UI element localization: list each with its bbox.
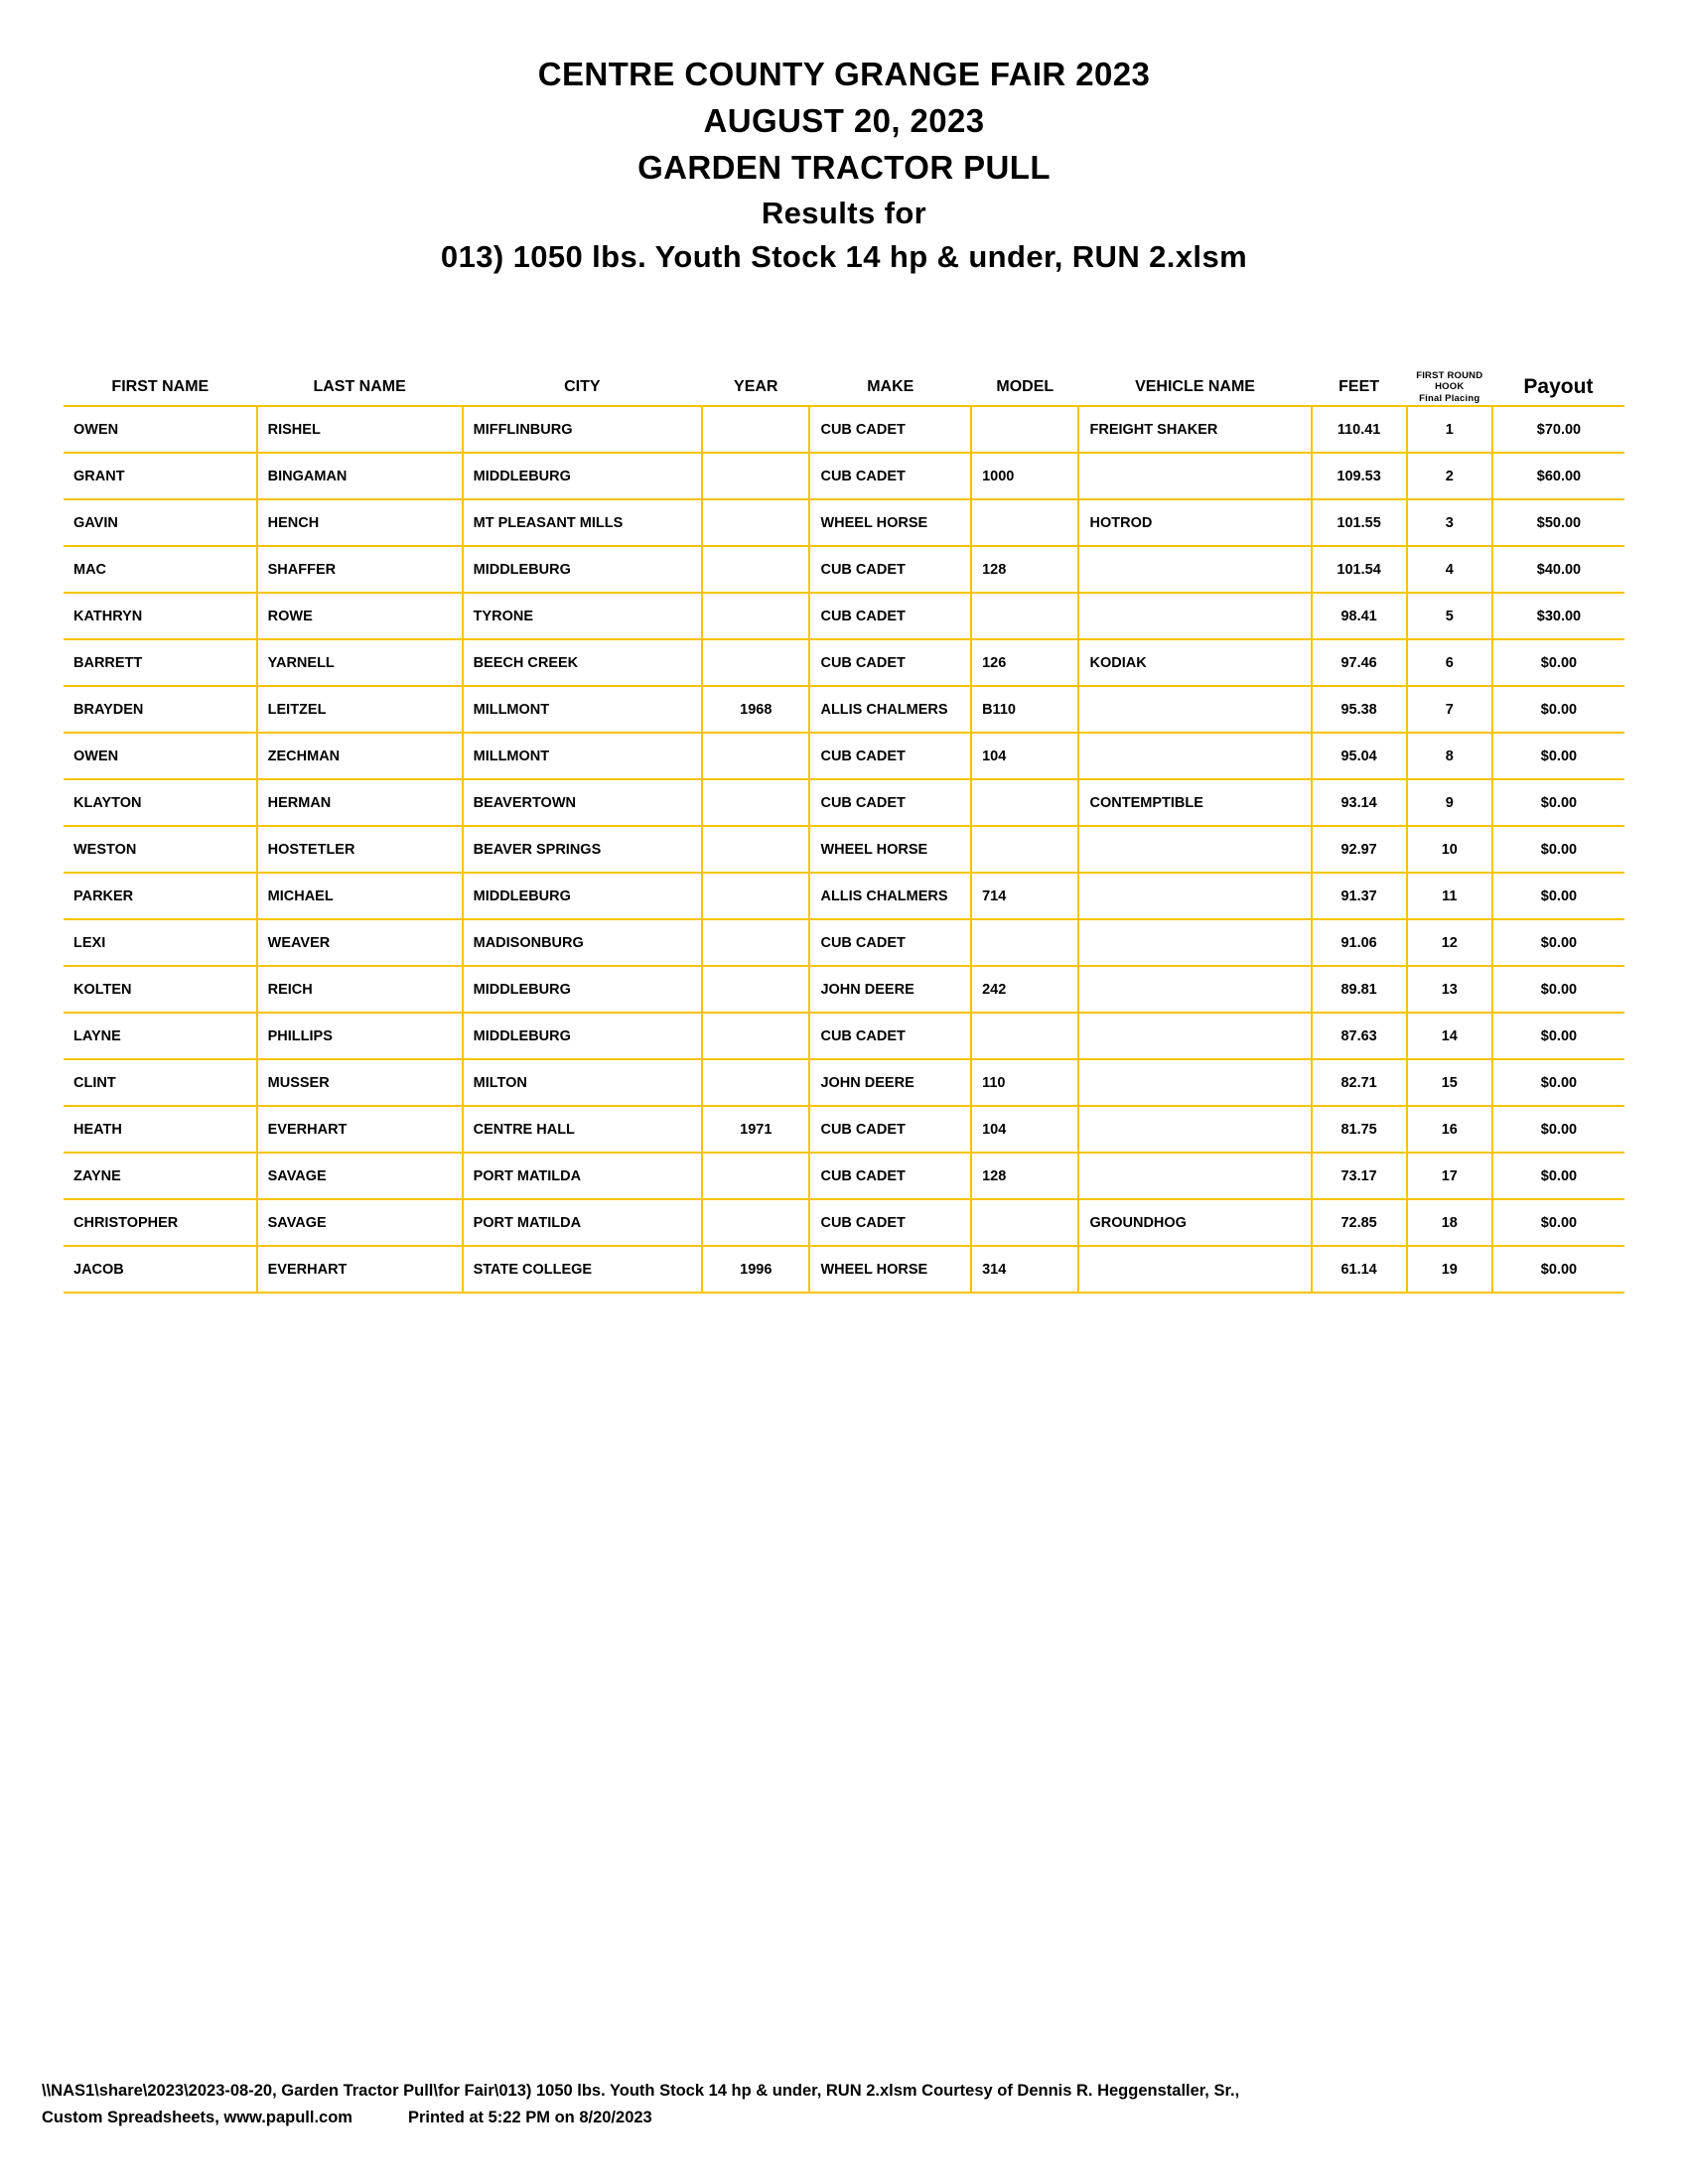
cell-city: CENTRE HALL	[463, 1106, 702, 1153]
cell-year	[702, 406, 809, 453]
cell-payout: $50.00	[1492, 499, 1624, 546]
cell-feet: 87.63	[1312, 1013, 1407, 1059]
cell-model	[971, 1013, 1078, 1059]
cell-final-placing: 15	[1407, 1059, 1492, 1106]
cell-vehicle-name: CONTEMPTIBLE	[1078, 779, 1311, 826]
cell-vehicle-name	[1078, 453, 1311, 499]
column-header-final-placing-line1: FIRST ROUND	[1416, 369, 1483, 381]
cell-city: MIDDLEBURG	[463, 873, 702, 919]
cell-vehicle-name: HOTROD	[1078, 499, 1311, 546]
table-row	[64, 1153, 1624, 1199]
table-row	[64, 733, 1624, 779]
cell-year	[702, 1153, 809, 1199]
cell-year	[702, 1199, 809, 1246]
cell-last-name: RISHEL	[257, 406, 463, 453]
cell-last-name: ZECHMAN	[257, 733, 463, 779]
cell-final-placing: 11	[1407, 873, 1492, 919]
table-row	[64, 1246, 1624, 1293]
cell-first-name: WESTON	[64, 826, 257, 873]
cell-feet: 91.06	[1312, 919, 1407, 966]
cell-city: PORT MATILDA	[463, 1153, 702, 1199]
cell-feet: 101.54	[1312, 546, 1407, 593]
cell-final-placing: 8	[1407, 733, 1492, 779]
cell-vehicle-name	[1078, 1013, 1311, 1059]
table-row	[64, 593, 1624, 639]
cell-model	[971, 779, 1078, 826]
cell-city: MILTON	[463, 1059, 702, 1106]
footer-print-time: Printed at 5:22 PM on 8/20/2023	[407, 2109, 652, 2127]
cell-model: 128	[971, 546, 1078, 593]
cell-city: MIDDLEBURG	[463, 546, 702, 593]
cell-city: MIDDLEBURG	[463, 453, 702, 499]
results-table-container	[42, 370, 1646, 1295]
page-title: CENTRE COUNTY GRANGE FAIR 2023	[537, 56, 1151, 92]
cell-city: MIFFLINBURG	[463, 406, 702, 453]
cell-payout: $0.00	[1492, 1246, 1624, 1293]
cell-make: WHEEL HORSE	[809, 826, 971, 873]
cell-model: 104	[971, 733, 1078, 779]
cell-final-placing: 5	[1407, 593, 1492, 639]
cell-year	[702, 1059, 809, 1106]
cell-vehicle-name	[1078, 1106, 1311, 1153]
footer-credit-line: Custom Spreadsheets, www.papull.com	[42, 2109, 352, 2127]
cell-final-placing: 17	[1407, 1153, 1492, 1199]
cell-last-name: EVERHART	[257, 1106, 463, 1153]
cell-first-name: PARKER	[64, 873, 257, 919]
column-header-feet: FEET	[1312, 370, 1407, 407]
column-header-first-name: FIRST NAME	[64, 370, 257, 407]
cell-feet: 95.04	[1312, 733, 1407, 779]
cell-make: CUB CADET	[809, 1153, 971, 1199]
cell-first-name: JACOB	[64, 1246, 257, 1293]
cell-make: JOHN DEERE	[809, 1059, 971, 1106]
cell-last-name: HENCH	[257, 499, 463, 546]
cell-city: BEAVERTOWN	[463, 779, 702, 826]
cell-model: 242	[971, 966, 1078, 1013]
table-row	[64, 826, 1624, 873]
cell-model	[971, 499, 1078, 546]
cell-vehicle-name	[1078, 966, 1311, 1013]
cell-last-name: LEITZEL	[257, 686, 463, 733]
cell-first-name: HEATH	[64, 1106, 257, 1153]
column-header-final-placing-line3: Final Placing	[1419, 393, 1480, 405]
cell-first-name: KOLTEN	[64, 966, 257, 1013]
results-for-label: Results for	[761, 195, 927, 230]
cell-model: 104	[971, 1106, 1078, 1153]
cell-city: MILLMONT	[463, 733, 702, 779]
cell-model	[971, 406, 1078, 453]
cell-last-name: PHILLIPS	[257, 1013, 463, 1059]
cell-last-name: REICH	[257, 966, 463, 1013]
cell-payout: $0.00	[1492, 966, 1624, 1013]
table-row	[64, 873, 1624, 919]
cell-year: 1968	[702, 686, 809, 733]
cell-first-name: CHRISTOPHER	[64, 1199, 257, 1246]
cell-payout: $0.00	[1492, 1153, 1624, 1199]
cell-city: MILLMONT	[463, 686, 702, 733]
cell-final-placing: 13	[1407, 966, 1492, 1013]
cell-final-placing: 14	[1407, 1013, 1492, 1059]
cell-payout: $0.00	[1492, 873, 1624, 919]
cell-make: ALLIS CHALMERS	[809, 873, 971, 919]
cell-make: CUB CADET	[809, 546, 971, 593]
results-table	[64, 370, 1624, 1295]
cell-last-name: MICHAEL	[257, 873, 463, 919]
event-name: GARDEN TRACTOR PULL	[637, 148, 1051, 186]
cell-model	[971, 1199, 1078, 1246]
cell-make: CUB CADET	[809, 1013, 971, 1059]
table-row	[64, 546, 1624, 593]
cell-first-name: LAYNE	[64, 1013, 257, 1059]
cell-first-name: OWEN	[64, 733, 257, 779]
cell-feet: 82.71	[1312, 1059, 1407, 1106]
cell-final-placing: 18	[1407, 1199, 1492, 1246]
table-row	[64, 499, 1624, 546]
cell-last-name: EVERHART	[257, 1246, 463, 1293]
table-row	[64, 1106, 1624, 1153]
cell-final-placing: 16	[1407, 1106, 1492, 1153]
cell-last-name: HERMAN	[257, 779, 463, 826]
cell-year	[702, 966, 809, 1013]
table-row	[64, 966, 1624, 1013]
cell-feet: 89.81	[1312, 966, 1407, 1013]
cell-first-name: GRANT	[64, 453, 257, 499]
column-header-make: MAKE	[809, 370, 971, 407]
cell-make: CUB CADET	[809, 453, 971, 499]
cell-last-name: SHAFFER	[257, 546, 463, 593]
cell-year	[702, 593, 809, 639]
cell-feet: 93.14	[1312, 779, 1407, 826]
cell-city: BEECH CREEK	[463, 639, 702, 686]
table-row	[64, 639, 1624, 686]
cell-feet: 101.55	[1312, 499, 1407, 546]
cell-feet: 61.14	[1312, 1246, 1407, 1293]
cell-city: STATE COLLEGE	[463, 1246, 702, 1293]
table-row	[64, 919, 1624, 966]
cell-year	[702, 546, 809, 593]
column-header-city: CITY	[463, 370, 702, 407]
column-header-last-name: LAST NAME	[257, 370, 463, 407]
table-row	[64, 779, 1624, 826]
cell-year	[702, 733, 809, 779]
cell-vehicle-name: KODIAK	[1078, 639, 1311, 686]
cell-vehicle-name	[1078, 919, 1311, 966]
cell-vehicle-name: FREIGHT SHAKER	[1078, 406, 1311, 453]
cell-city: TYRONE	[463, 593, 702, 639]
cell-final-placing: 9	[1407, 779, 1492, 826]
cell-year	[702, 873, 809, 919]
column-header-model: MODEL	[971, 370, 1078, 407]
cell-payout: $40.00	[1492, 546, 1624, 593]
column-header-final-placing-line2: HOOK	[1435, 381, 1465, 393]
cell-first-name: GAVIN	[64, 499, 257, 546]
cell-final-placing: 12	[1407, 919, 1492, 966]
cell-feet: 92.97	[1312, 826, 1407, 873]
cell-feet: 110.41	[1312, 406, 1407, 453]
cell-make: CUB CADET	[809, 779, 971, 826]
cell-payout: $70.00	[1492, 406, 1624, 453]
cell-year: 1971	[702, 1106, 809, 1153]
cell-last-name: HOSTETLER	[257, 826, 463, 873]
cell-payout: $0.00	[1492, 919, 1624, 966]
cell-feet: 91.37	[1312, 873, 1407, 919]
cell-feet: 72.85	[1312, 1199, 1407, 1246]
cell-final-placing: 10	[1407, 826, 1492, 873]
cell-last-name: BINGAMAN	[257, 453, 463, 499]
cell-vehicle-name	[1078, 1246, 1311, 1293]
cell-vehicle-name	[1078, 546, 1311, 593]
cell-first-name: OWEN	[64, 406, 257, 453]
cell-make: WHEEL HORSE	[809, 1246, 971, 1293]
cell-payout: $0.00	[1492, 733, 1624, 779]
cell-feet: 97.46	[1312, 639, 1407, 686]
results-table-body	[64, 406, 1624, 1293]
title-block	[42, 0, 1646, 279]
cell-payout: $0.00	[1492, 826, 1624, 873]
cell-last-name: MUSSER	[257, 1059, 463, 1106]
cell-vehicle-name	[1078, 593, 1311, 639]
cell-make: JOHN DEERE	[809, 966, 971, 1013]
cell-city: BEAVER SPRINGS	[463, 826, 702, 873]
cell-last-name: WEAVER	[257, 919, 463, 966]
cell-vehicle-name	[1078, 873, 1311, 919]
cell-feet: 109.53	[1312, 453, 1407, 499]
table-row	[64, 1199, 1624, 1246]
cell-last-name: ROWE	[257, 593, 463, 639]
cell-final-placing: 3	[1407, 499, 1492, 546]
cell-last-name: YARNELL	[257, 639, 463, 686]
footer	[42, 2078, 1646, 2132]
cell-year	[702, 453, 809, 499]
cell-vehicle-name	[1078, 686, 1311, 733]
cell-model: 1000	[971, 453, 1078, 499]
cell-make: CUB CADET	[809, 1199, 971, 1246]
cell-city: MIDDLEBURG	[463, 966, 702, 1013]
cell-first-name: ZAYNE	[64, 1153, 257, 1199]
table-row	[64, 406, 1624, 453]
cell-year: 1996	[702, 1246, 809, 1293]
cell-final-placing: 4	[1407, 546, 1492, 593]
results-table-head	[64, 370, 1624, 407]
cell-feet: 81.75	[1312, 1106, 1407, 1153]
cell-first-name: BARRETT	[64, 639, 257, 686]
cell-last-name: SAVAGE	[257, 1199, 463, 1246]
cell-final-placing: 19	[1407, 1246, 1492, 1293]
cell-first-name: KATHRYN	[64, 593, 257, 639]
cell-vehicle-name	[1078, 1059, 1311, 1106]
table-row	[64, 1013, 1624, 1059]
cell-payout: $0.00	[1492, 686, 1624, 733]
results-file-name: 013) 1050 lbs. Youth Stock 14 hp & under, RUN 2.xlsm	[440, 238, 1248, 274]
cell-first-name: BRAYDEN	[64, 686, 257, 733]
cell-payout: $60.00	[1492, 453, 1624, 499]
cell-final-placing: 7	[1407, 686, 1492, 733]
cell-model: 314	[971, 1246, 1078, 1293]
cell-year	[702, 639, 809, 686]
cell-make: WHEEL HORSE	[809, 499, 971, 546]
cell-vehicle-name	[1078, 826, 1311, 873]
cell-last-name: SAVAGE	[257, 1153, 463, 1199]
cell-first-name: MAC	[64, 546, 257, 593]
footer-path-line: \\NAS1\share\2023\2023-08-20, Garden Tractor Pull\for Fair\013) 1050 lbs. Youth Stock 14 hp & under, RUN 2.xlsm Courtesy of Dennis R. Heggenstaller, Sr.,	[42, 2081, 1240, 2100]
cell-model: 714	[971, 873, 1078, 919]
cell-make: ALLIS CHALMERS	[809, 686, 971, 733]
cell-model	[971, 593, 1078, 639]
cell-feet: 98.41	[1312, 593, 1407, 639]
column-header-year: YEAR	[702, 370, 809, 407]
cell-year	[702, 919, 809, 966]
cell-payout: $0.00	[1492, 639, 1624, 686]
cell-year	[702, 1013, 809, 1059]
cell-make: CUB CADET	[809, 919, 971, 966]
cell-city: MIDDLEBURG	[463, 1013, 702, 1059]
table-row	[64, 453, 1624, 499]
cell-payout: $0.00	[1492, 1059, 1624, 1106]
cell-year	[702, 779, 809, 826]
table-row	[64, 686, 1624, 733]
cell-vehicle-name: GROUNDHOG	[1078, 1199, 1311, 1246]
cell-make: CUB CADET	[809, 733, 971, 779]
cell-year	[702, 499, 809, 546]
cell-city: MT PLEASANT MILLS	[463, 499, 702, 546]
cell-first-name: KLAYTON	[64, 779, 257, 826]
cell-payout: $0.00	[1492, 1199, 1624, 1246]
cell-make: CUB CADET	[809, 406, 971, 453]
cell-model	[971, 826, 1078, 873]
cell-vehicle-name	[1078, 1153, 1311, 1199]
cell-make: CUB CADET	[809, 639, 971, 686]
cell-payout: $30.00	[1492, 593, 1624, 639]
cell-model	[971, 919, 1078, 966]
cell-model: 110	[971, 1059, 1078, 1106]
cell-model: 126	[971, 639, 1078, 686]
cell-make: CUB CADET	[809, 593, 971, 639]
cell-city: PORT MATILDA	[463, 1199, 702, 1246]
cell-payout: $0.00	[1492, 1106, 1624, 1153]
cell-final-placing: 1	[1407, 406, 1492, 453]
cell-vehicle-name	[1078, 733, 1311, 779]
cell-city: MADISONBURG	[463, 919, 702, 966]
cell-first-name: LEXI	[64, 919, 257, 966]
column-header-payout: Payout	[1492, 370, 1624, 407]
event-date: AUGUST 20, 2023	[703, 101, 985, 139]
cell-final-placing: 6	[1407, 639, 1492, 686]
cell-first-name: CLINT	[64, 1059, 257, 1106]
cell-feet: 73.17	[1312, 1153, 1407, 1199]
column-header-final-placing	[1407, 370, 1492, 407]
cell-year	[702, 826, 809, 873]
cell-payout: $0.00	[1492, 779, 1624, 826]
cell-make: CUB CADET	[809, 1106, 971, 1153]
cell-model: B110	[971, 686, 1078, 733]
cell-final-placing: 2	[1407, 453, 1492, 499]
cell-payout: $0.00	[1492, 1013, 1624, 1059]
cell-feet: 95.38	[1312, 686, 1407, 733]
table-row	[64, 1059, 1624, 1106]
column-header-vehicle-name: VEHICLE NAME	[1078, 370, 1311, 407]
cell-model: 128	[971, 1153, 1078, 1199]
